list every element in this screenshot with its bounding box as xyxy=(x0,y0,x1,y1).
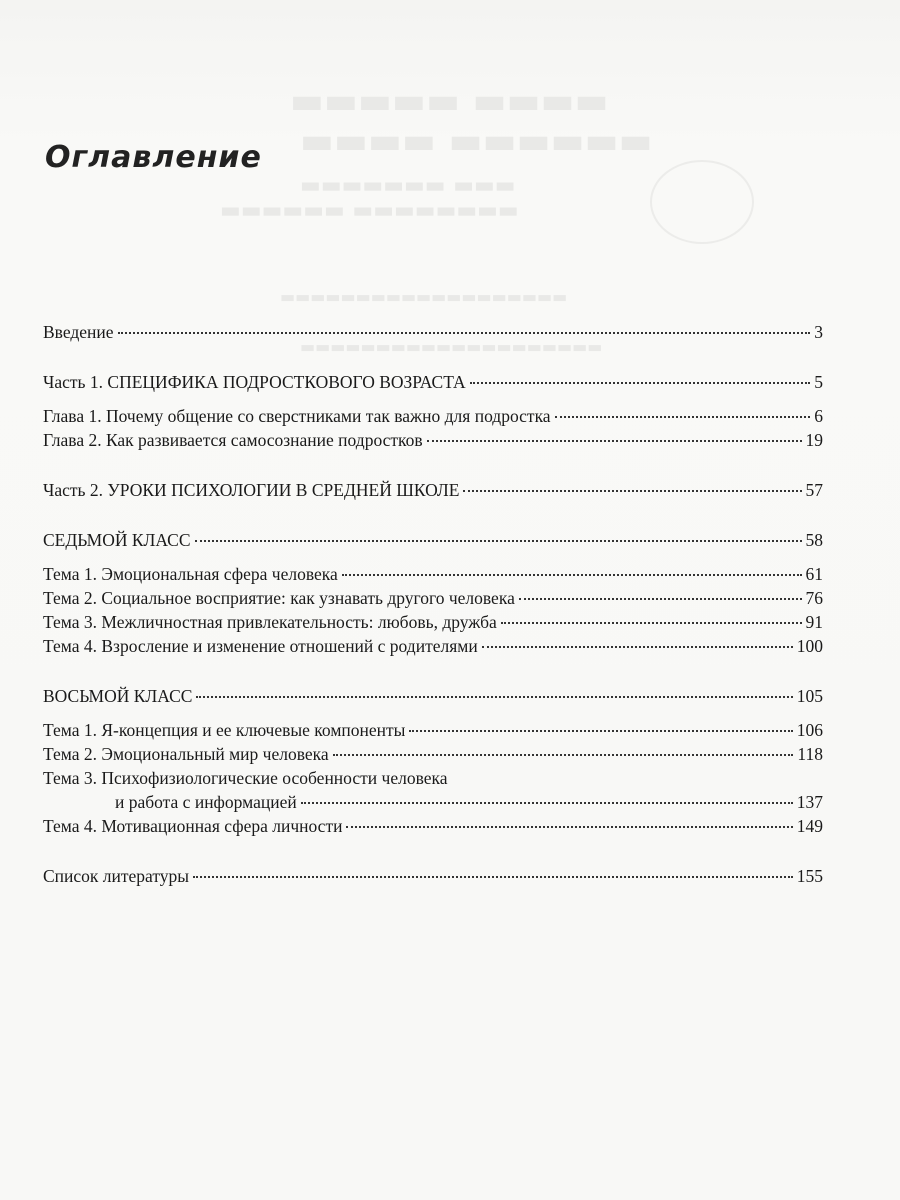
toc-entry-page: 57 xyxy=(805,480,823,500)
toc-entry-chapter-2 xyxy=(43,428,823,452)
toc-entry-label: Введение xyxy=(43,322,114,342)
dot-leader xyxy=(342,574,802,576)
show-through-seal xyxy=(650,160,754,244)
dot-leader xyxy=(195,540,802,542)
dot-leader xyxy=(482,646,793,648)
toc-entry-label: СЕДЬМОЙ КЛАСС xyxy=(43,530,191,550)
toc-entry-topic-8-2 xyxy=(43,742,823,766)
dot-leader xyxy=(346,826,792,828)
dot-leader xyxy=(193,876,793,878)
toc-entry-label: Часть 1. СПЕЦИФИКА ПОДРОСТКОВОГО ВОЗРАСТА xyxy=(43,372,466,392)
toc-entry-page: 105 xyxy=(796,686,823,706)
toc-entry-label: Тема 1. Я-концепция и ее ключевые компоненты xyxy=(43,720,406,740)
toc-entry-page: 137 xyxy=(796,792,823,812)
toc-entry-part-2 xyxy=(43,478,823,502)
dot-leader xyxy=(470,382,811,384)
toc-entry-page: 91 xyxy=(805,612,823,632)
toc-entry-page: 100 xyxy=(796,636,823,656)
toc-entry-topic-7-3 xyxy=(43,610,823,634)
dot-leader xyxy=(519,598,802,600)
show-through-text: ▬▬▬▬ ▬▬▬▬▬ xyxy=(290,85,609,126)
show-through-text: ▬▬▬▬▬▬▬▬ ▬▬▬▬▬▬ xyxy=(220,200,519,225)
toc-entry-topic-7-2 xyxy=(43,586,823,610)
toc-entry-label: Тема 1. Эмоциональная сфера человека xyxy=(43,564,338,584)
dot-leader xyxy=(301,802,793,804)
dot-leader xyxy=(427,440,802,442)
toc-entry-eighth-grade xyxy=(43,684,823,708)
toc-entry-topic-8-3 xyxy=(43,790,823,814)
toc-entry-label: Тема 4. Взросление и изменение отношений с родителями xyxy=(43,636,478,656)
toc-entry-page: 76 xyxy=(805,588,823,608)
toc-entry-part-1 xyxy=(43,370,823,394)
page-title: Оглавление xyxy=(45,140,262,175)
toc-entry-page: 6 xyxy=(814,406,823,426)
toc-entry-label: Список литературы xyxy=(43,866,190,886)
dot-leader xyxy=(118,332,811,334)
table-of-contents xyxy=(43,320,823,888)
toc-entry-topic-7-4 xyxy=(43,634,823,658)
toc-entry-page: 106 xyxy=(796,720,823,740)
toc-entry-topic-8-3-line-1: Тема 3. Психофизиологические особенности человека xyxy=(43,768,448,788)
toc-entry-topic-8-4 xyxy=(43,814,823,838)
toc-entry-page: 19 xyxy=(805,430,823,450)
toc-entry-page: 118 xyxy=(797,744,823,764)
toc-entry-bibliography xyxy=(43,864,823,888)
show-through-text: ▬▬▬▬▬▬ ▬▬▬▬ xyxy=(300,125,653,166)
toc-entry-chapter-1 xyxy=(43,404,823,428)
toc-entry-page: 5 xyxy=(814,372,823,392)
show-through-text: ▬▬▬▬▬▬▬▬▬▬▬▬▬▬▬▬▬▬▬▬ xyxy=(300,340,603,359)
toc-entry-page: 155 xyxy=(796,866,823,886)
toc-entry-page: 58 xyxy=(805,530,823,550)
toc-entry-topic-7-1 xyxy=(43,562,823,586)
toc-entry-introduction xyxy=(43,320,823,344)
toc-entry-label: Тема 2. Социальное восприятие: как узнавать другого человека xyxy=(43,588,515,608)
toc-entry-page: 149 xyxy=(796,816,823,836)
toc-entry-label: Тема 4. Мотивационная сфера личности xyxy=(43,816,343,836)
toc-entry-label: Глава 1. Почему общение со сверстниками так важно для подростка xyxy=(43,406,551,426)
toc-entry-label: Глава 2. Как развивается самосознание подростков xyxy=(43,430,423,450)
dot-leader xyxy=(196,696,792,698)
dot-leader xyxy=(333,754,794,756)
toc-entry-page: 3 xyxy=(814,322,823,342)
dot-leader xyxy=(409,730,792,732)
toc-entry-label: Тема 2. Эмоциональный мир человека xyxy=(43,744,329,764)
toc-entry-label: ВОСЬМОЙ КЛАСС xyxy=(43,686,193,706)
toc-entry-label: Тема 3. Межличностная привлекательность: любовь, дружба xyxy=(43,612,497,632)
toc-entry-label: Часть 2. УРОКИ ПСИХОЛОГИИ В СРЕДНЕЙ ШКОЛЕ xyxy=(43,480,460,500)
show-through-text: ▬▬▬▬▬▬▬▬▬▬▬▬▬▬▬▬▬▬▬ xyxy=(280,290,568,309)
dot-leader xyxy=(463,490,801,492)
toc-entry-seventh-grade xyxy=(43,528,823,552)
toc-entry-label: и работа с информацией xyxy=(115,792,297,812)
dot-leader xyxy=(501,622,802,624)
dot-leader xyxy=(555,416,811,418)
toc-entry-topic-8-1 xyxy=(43,718,823,742)
show-through-text: ▬▬▬ ▬▬▬▬▬▬▬ xyxy=(300,175,516,200)
toc-entry-page: 61 xyxy=(805,564,823,584)
